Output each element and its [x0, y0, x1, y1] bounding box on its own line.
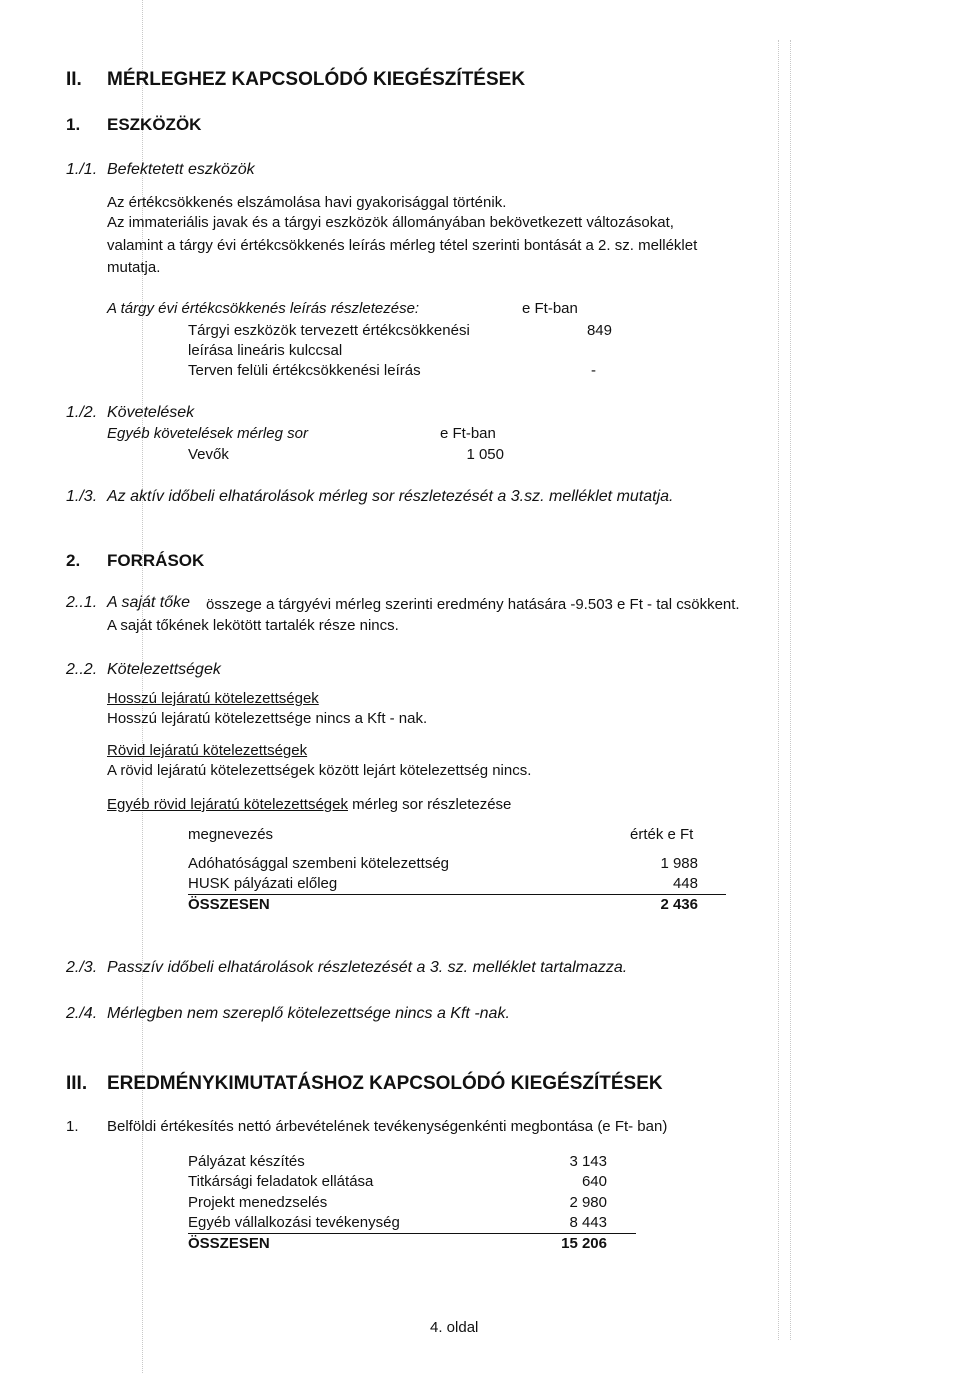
detail-unit: e Ft-ban	[522, 300, 578, 317]
table-row-label: HUSK pályázati előleg	[188, 875, 338, 892]
revenue-row-value: 640	[581, 1173, 607, 1190]
page-number: 4. oldal	[430, 1319, 479, 1336]
body-text-line: mutatja.	[107, 259, 161, 276]
paragraph-text: Passzív időbeli elhatárolások részletezését a 3. sz. melléklet tartalmazza.	[107, 959, 628, 976]
body-text-line: valamint a tárgy évi értékcsökkenés leírás mérleg tétel szerinti bontását a 2. sz. melléklet	[107, 237, 698, 254]
paragraph-title: Kötelezettségek	[107, 661, 221, 678]
table-row-value: 448	[672, 875, 698, 892]
paragraph-number: 2./4.	[66, 1005, 98, 1022]
section-number: III.	[66, 1073, 88, 1094]
revenue-row-value: 8 443	[569, 1214, 607, 1231]
table-total-label: ÖSSZESEN	[188, 896, 270, 913]
short-term-text: A rövid lejáratú kötelezettségek között lejárt kötelezettség nincs.	[107, 762, 532, 779]
receivables-unit: e Ft-ban	[440, 425, 496, 442]
section-title: MÉRLEGHEZ KAPCSOLÓDÓ KIEGÉSZÍTÉSEK	[107, 69, 526, 90]
paragraph-text: Az aktív időbeli elhatárolások mérleg sor részletezését a 3.sz. melléklet mutatja.	[107, 488, 674, 505]
other-short-term-heading	[107, 797, 511, 812]
table-row-label: Adóhatósággal szembeni kötelezettség	[188, 855, 450, 872]
other-short-term-suffix: mérleg sor részletezése	[352, 796, 512, 813]
equity-text-line2: A saját tőkének lekötött tartalék része nincs.	[107, 617, 399, 634]
detail-row-value: -	[591, 362, 596, 379]
detail-title: A tárgy évi értékcsökkenés leírás részletezése:	[107, 300, 420, 317]
scan-artifact-line	[790, 40, 791, 1340]
table-col-header-name: megnevezés	[188, 826, 274, 843]
long-term-text: Hosszú lejáratú kötelezettsége nincs a Kft - nak.	[107, 710, 428, 727]
detail-row-label: Tárgyi eszközök tervezett értékcsökkenési	[188, 322, 470, 339]
body-text-line: Az immateriális javak és a tárgyi eszközök állományában bekövetkezett változásokat,	[107, 214, 674, 231]
short-term-title: Rövid lejáratú kötelezettségek	[107, 742, 308, 759]
paragraph-number: 2./3.	[66, 959, 98, 976]
table-total-value: 2 436	[660, 896, 698, 913]
other-short-term-title: Egyéb rövid lejáratú kötelezettségek	[107, 796, 348, 813]
section-number: II.	[66, 69, 82, 90]
subsection-title: ESZKÖZÖK	[107, 115, 202, 134]
paragraph-number: 1.	[66, 1118, 79, 1135]
detail-row-label: leírása lineáris kulccsal	[188, 342, 343, 359]
revenue-row-label: Pályázat készítés	[188, 1153, 305, 1170]
paragraph-text: Mérlegben nem szereplő kötelezettsége nincs a Kft -nak.	[107, 1005, 510, 1022]
body-text-line: Az értékcsökkenés elszámolása havi gyakorisággal történik.	[107, 194, 507, 211]
subsection-number: 1.	[66, 115, 81, 134]
table-row-value: 1 988	[660, 855, 698, 872]
long-term-title: Hosszú lejáratú kötelezettségek	[107, 690, 319, 707]
receivables-label: Egyéb követelések mérleg sor	[107, 425, 308, 442]
revenue-total-value: 15 206	[561, 1235, 607, 1252]
receivables-row-label: Vevők	[188, 446, 229, 463]
revenue-total-label: ÖSSZESEN	[188, 1235, 270, 1252]
detail-row-label: Terven felüli értékcsökkenési leírás	[188, 362, 421, 379]
equity-text: összege a tárgyévi mérleg szerinti eredmény hatására -9.503 e Ft - tal csökkent.	[206, 596, 740, 613]
scan-artifact-line	[778, 40, 779, 1340]
paragraph-number: 1./1.	[66, 161, 98, 178]
paragraph-number: 2..1.	[66, 594, 98, 611]
revenue-row-label: Projekt menedzselés	[188, 1194, 328, 1211]
paragraph-title: Befektetett eszközök	[107, 161, 255, 178]
paragraph-number: 1./2.	[66, 404, 98, 421]
revenue-row-label: Egyéb vállalkozási tevékenység	[188, 1214, 400, 1231]
revenue-row-value: 2 980	[569, 1194, 607, 1211]
table-col-header-value: érték e Ft	[630, 826, 694, 843]
receivables-row-value: 1 050	[466, 446, 504, 463]
section-title: EREDMÉNYKIMUTATÁSHOZ KAPCSOLÓDÓ KIEGÉSZÍTÉSEK	[107, 1073, 663, 1094]
revenue-table-divider	[188, 1233, 636, 1234]
paragraph-number: 1./3.	[66, 488, 98, 505]
detail-row-value: 849	[586, 322, 612, 339]
subsection-title: FORRÁSOK	[107, 551, 205, 570]
revenue-row-label: Titkársági feladatok ellátása	[188, 1173, 374, 1190]
subsection-number: 2.	[66, 551, 81, 570]
paragraph-title: Követelések	[107, 404, 195, 421]
table-divider	[188, 894, 726, 895]
paragraph-number: 2..2.	[66, 661, 98, 678]
revenue-breakdown-intro: Belföldi értékesítés nettó árbevételének tevékenységenkénti megbontása (e Ft- ban)	[107, 1118, 668, 1135]
equity-label: A saját tőke	[107, 594, 191, 611]
revenue-row-value: 3 143	[569, 1153, 607, 1170]
